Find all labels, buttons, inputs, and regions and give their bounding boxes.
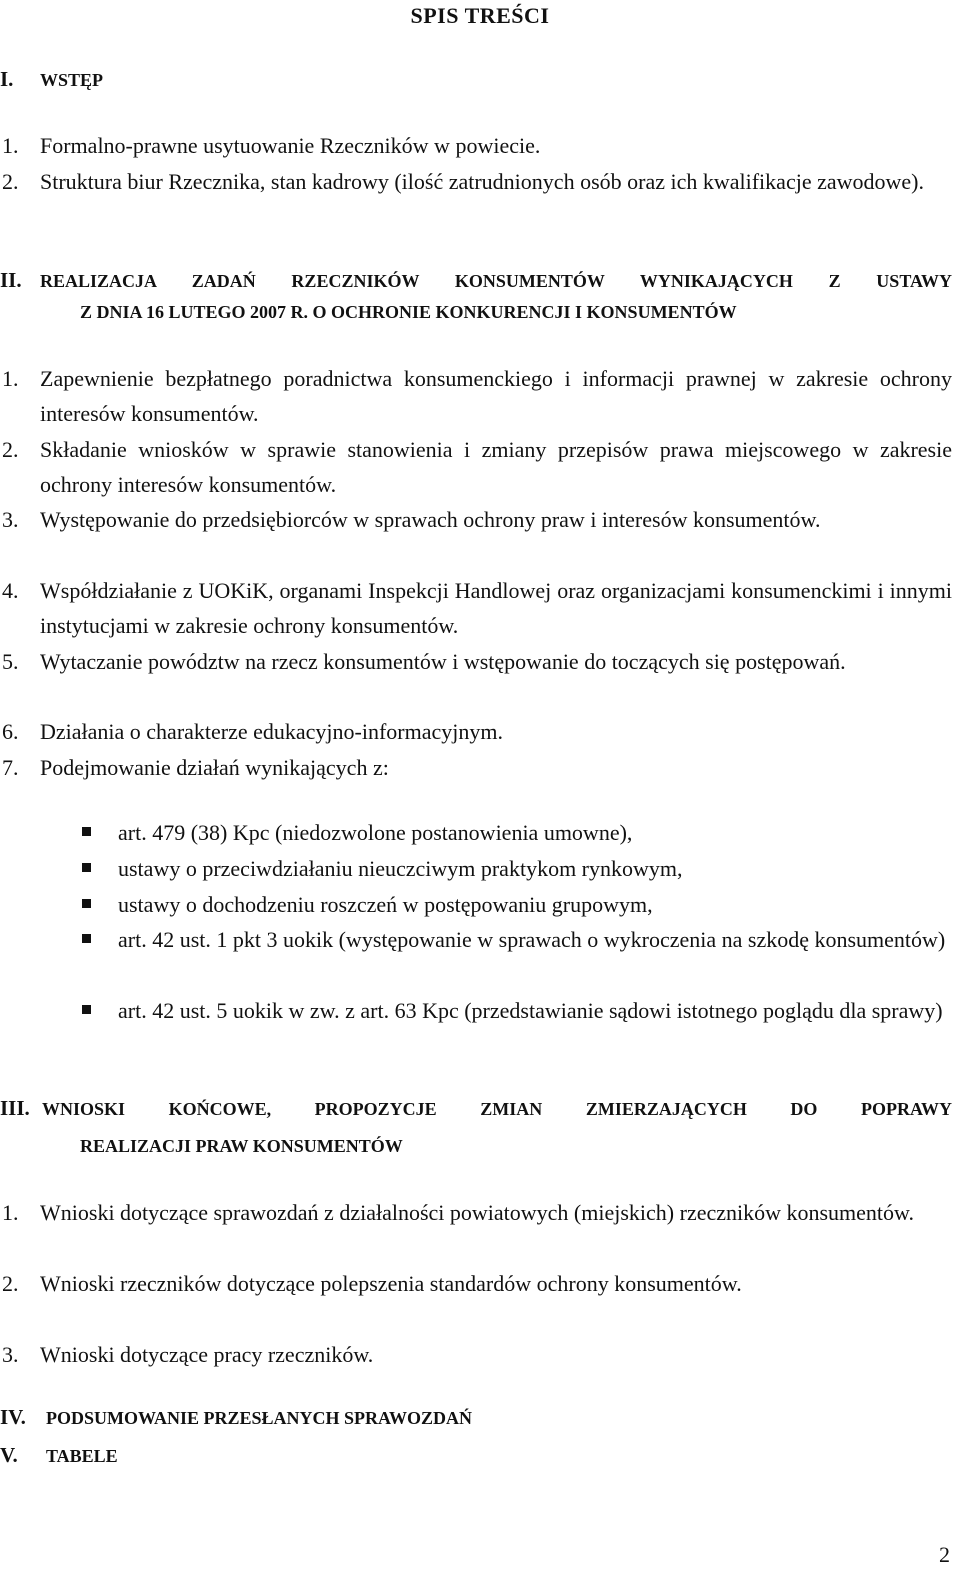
item-text: Formalno-prawne usytuowanie Rzeczników w powiecie. xyxy=(40,133,541,158)
bullet-square-icon xyxy=(0,993,118,1028)
section-2-heading xyxy=(0,268,22,293)
list-item xyxy=(0,128,952,163)
page-title: SPIS TREŚCI xyxy=(410,3,550,28)
bullet-square-icon xyxy=(0,922,118,957)
item-text: Występowanie do przedsiębiorców w sprawach ochrony praw i interesów konsumentów. xyxy=(40,507,821,532)
bullet-square-icon xyxy=(0,887,118,922)
item-number: 2. xyxy=(2,169,19,194)
section-1-heading xyxy=(0,67,104,92)
list-item xyxy=(0,573,952,643)
bullet-text: ustawy o przeciwdziałaniu nieuczciwym praktykom rynkowym, xyxy=(118,856,683,881)
list-item xyxy=(0,1195,952,1230)
section-1-number: I. xyxy=(0,67,14,91)
item-number: 1. xyxy=(2,366,19,391)
list-item xyxy=(0,432,952,502)
list-item xyxy=(0,1266,952,1301)
item-text: Wytaczanie powództw na rzecz konsumentów i wstępowanie do toczących się postępowań. xyxy=(40,649,846,674)
section-3-heading xyxy=(0,1096,952,1121)
section-2-title-line1: REALIZACJA ZADAŃ RZECZNIKÓW KONSUMENTÓW WYNIKAJĄCYCH Z USTAWY xyxy=(40,271,952,291)
item-text: Składanie wniosków w sprawie stanowienia i zmiany przepisów prawa miejscowego w zakresie ochrony interesów konsumentów. xyxy=(40,437,952,497)
bullet-square-icon xyxy=(0,815,118,850)
bullet-item xyxy=(0,922,952,957)
item-number: 1. xyxy=(2,1200,19,1225)
bullet-text: ustawy o dochodzeniu roszczeń w postępowaniu grupowym, xyxy=(118,892,653,917)
item-text: Wnioski dotyczące sprawozdań z działalności powiatowych (miejskich) rzeczników konsumentów. xyxy=(40,1200,915,1225)
bullet-text: art. 479 (38) Kpc (niedozwolone postanowienia umowne), xyxy=(118,820,633,845)
item-number: 7. xyxy=(2,755,19,780)
item-number: 6. xyxy=(2,719,19,744)
list-item xyxy=(0,502,952,537)
section-3-title-line2: REALIZACJI PRAW KONSUMENTÓW xyxy=(80,1136,403,1156)
item-text: Współdziałanie z UOKiK, organami Inspekcji Handlowej oraz organizacjami konsumenckimi i innymi instytucjami w zakresie ochrony konsumentów. xyxy=(40,578,952,638)
bullet-item xyxy=(0,851,952,886)
bullet-text: art. 42 ust. 1 pkt 3 uokik (występowanie w sprawach o wykroczenia na szkodę konsumentów) xyxy=(118,927,946,952)
item-number: 2. xyxy=(2,437,19,462)
list-item xyxy=(0,644,952,679)
bullet-square-icon xyxy=(0,851,118,886)
section-4-title: PODSUMOWANIE PRZESŁANYCH SPRAWOZDAŃ xyxy=(46,1408,473,1428)
section-2-number: II. xyxy=(0,268,22,292)
item-text: Działania o charakterze edukacyjno-informacyjnym. xyxy=(40,719,503,744)
section-3-number: III. xyxy=(0,1096,30,1120)
item-number: 3. xyxy=(2,507,19,532)
list-item xyxy=(0,164,952,199)
bullet-item xyxy=(0,887,952,922)
item-text: Wnioski rzeczników dotyczące polepszenia standardów ochrony konsumentów. xyxy=(40,1271,742,1296)
section-3-title-line1: WNIOSKI KOŃCOWE, PROPOZYCJE ZMIAN ZMIERZAJĄCYCH DO POPRAWY xyxy=(42,1099,952,1119)
bullet-item xyxy=(0,993,952,1028)
item-number: 2. xyxy=(2,1271,19,1296)
item-text: Podejmowanie działań wynikających z: xyxy=(40,755,389,780)
section-5-heading xyxy=(0,1443,118,1468)
section-4-number: IV. xyxy=(0,1405,26,1429)
section-5-number: V. xyxy=(0,1443,18,1467)
bullet-item xyxy=(0,815,952,850)
section-2-title-line2: Z DNIA 16 LUTEGO 2007 R. O OCHRONIE KONKURENCJI I KONSUMENTÓW xyxy=(80,302,737,322)
list-item xyxy=(0,750,952,785)
section-4-heading xyxy=(0,1405,473,1430)
item-text: Zapewnienie bezpłatnego poradnictwa konsumenckiego i informacji prawnej w zakresie ochrony interesów konsumentów. xyxy=(40,366,952,426)
item-text: Wnioski dotyczące pracy rzeczników. xyxy=(40,1342,374,1367)
page-number: 2 xyxy=(939,1542,950,1567)
item-number: 3. xyxy=(2,1342,19,1367)
bullet-text: art. 42 ust. 5 uokik w zw. z art. 63 Kpc (przedstawianie sądowi istotnego poglądu dla sprawy) xyxy=(118,998,943,1023)
section-1-title: WSTĘP xyxy=(40,70,104,90)
section-5-title: TABELE xyxy=(46,1446,118,1466)
item-number: 5. xyxy=(2,649,19,674)
list-item xyxy=(0,1337,952,1372)
item-number: 4. xyxy=(2,578,19,603)
item-text: Struktura biur Rzecznika, stan kadrowy (ilość zatrudnionych osób oraz ich kwalifikacje zawodowe). xyxy=(40,169,924,194)
item-number: 1. xyxy=(2,133,19,158)
list-item xyxy=(0,714,952,749)
list-item xyxy=(0,361,952,431)
